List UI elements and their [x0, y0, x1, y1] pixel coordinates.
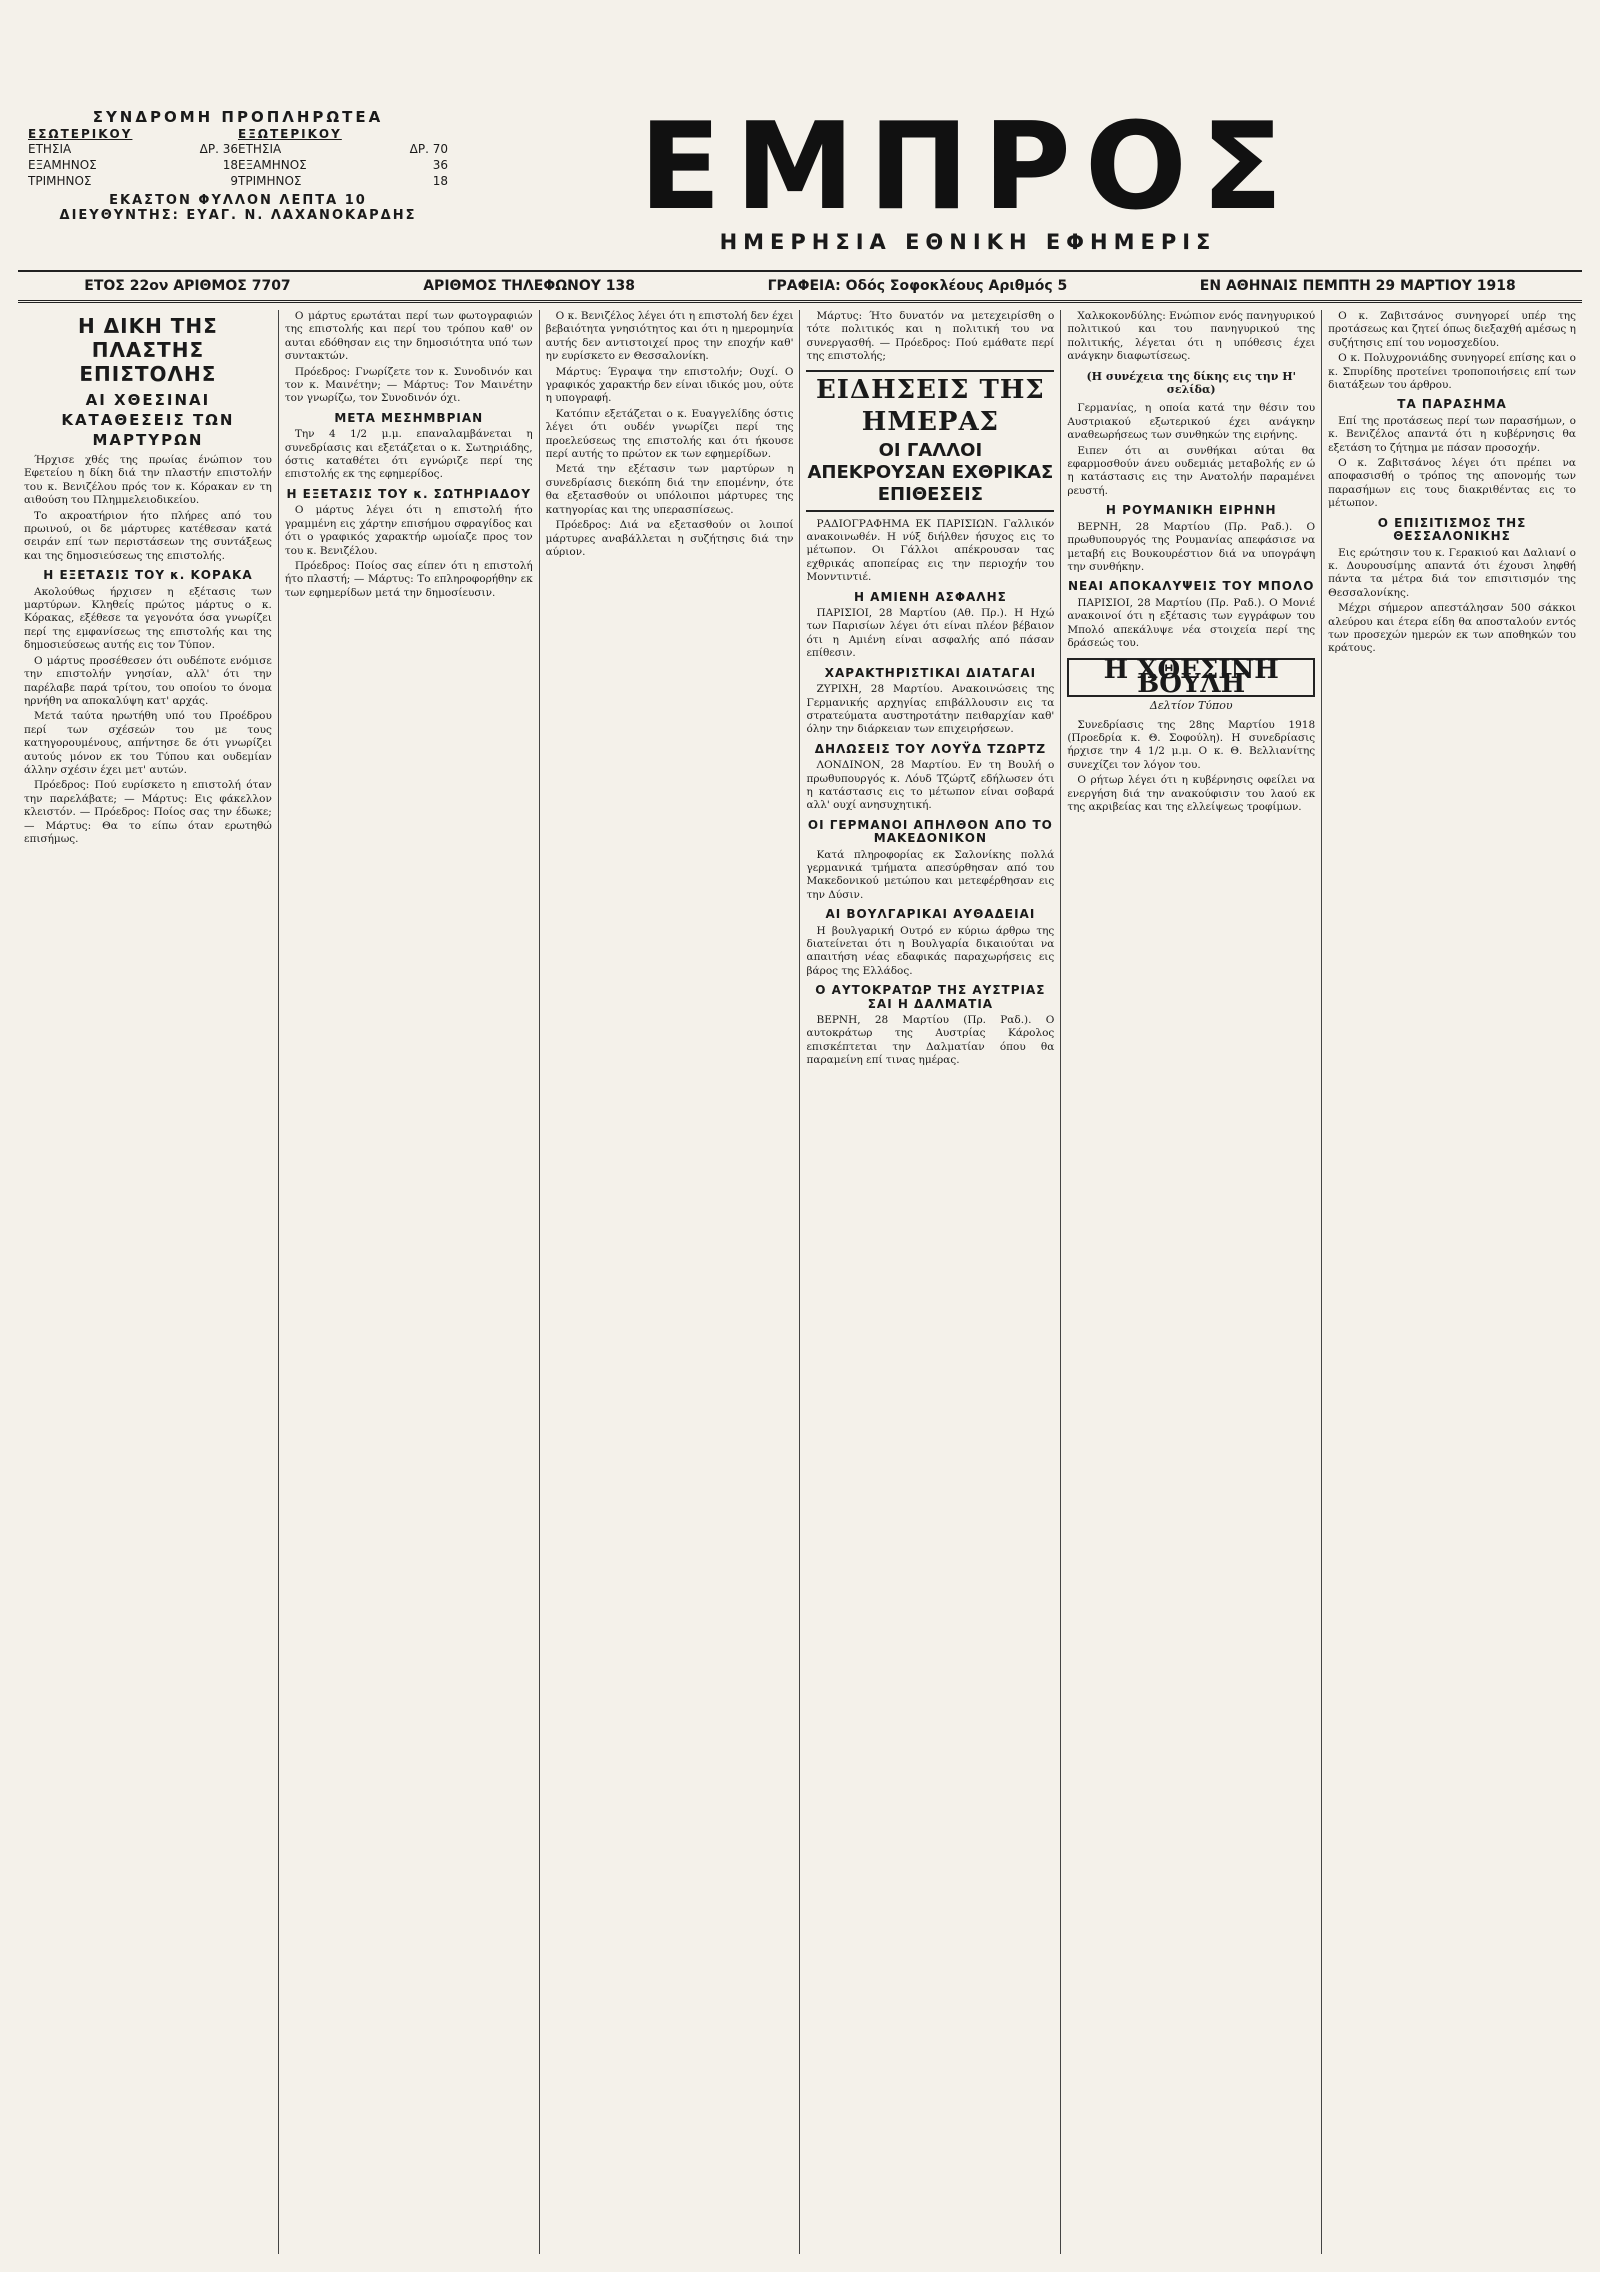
main-headline: Η ΔΙΚΗ ΤΗΣ ΠΛΑΣΤΗΣ ΕΠΙΣΤΟΛΗΣ [77, 314, 218, 386]
newspaper-tagline: ΗΜΕΡΗΣΙΑ ΕΘΝΙΚΗ ΕΦΗΜΕΡΙΣ [719, 230, 1217, 254]
foreign-label: ΤΡΙΜΗΝΟΣ [238, 174, 302, 189]
paragraph: Μέχρι σήμερον απεστάλησαν 500 σάκκοι αλεύρου και έτερα είδη θα αποσταλούν εντός των προσεχών ημερών εκ των αποθηκών του κράτους. [1328, 602, 1576, 655]
paragraph: Κατά πληροφορίας εκ Σαλονίκης πολλά γερμανικά τμήματα απεσύρθησαν από του Μακεδονικού μετώπου και μετεφέρθησαν εις την Δύσιν. [806, 848, 1055, 901]
section-heading: Ο ΕΠΙΣΙΤΙΣΜΟΣ ΤΗΣ ΘΕΣΣΑΛΟΝΙΚΗΣ [1377, 515, 1527, 544]
paragraph: Ο μάρτυς προσέθεσεν ότι ουδέποτε ενόμισε την επιστολήν γνησίαν, αλλ' ότι την παρέλαβε παρά τρίτου, του οποίου το όνομα ηρνήθη να αποκαλύψη κατ' αρχάς. [24, 654, 272, 707]
paragraph: Ο μάρτυς λέγει ότι η επιστολή ήτο γραμμένη εις χάρτην επισήμου σφραγίδος και ότι ο γραφικός χαρακτήρ ωμοίαζε προς τον του κ. Βενιζέλου. [284, 504, 533, 557]
director: ΔΙΕΥΘΥΝΤΗΣ: ΕΥΑΓ. Ν. ΛΑΧΑΝΟΚΑΡΔΗΣ [59, 208, 417, 224]
masthead [18, 18, 1582, 260]
paragraph: Ο κ. Πολυχρονιάδης συνηγορεί επίσης και ο κ. Σπυρίδης προτείνει τροποποιήσεις επί των διατάξεων του άρθρου. [1328, 352, 1576, 392]
foreign-label: ΕΤΗΣΙΑ [238, 142, 282, 157]
paragraph: Πρόεδρος: Πού ευρίσκετο η επιστολή όταν την παρελάβατε; — Μάρτυς: Εις φάκελλον κλειστόν. — Πρόεδρος: Ποίος σας την έδωκε; — Μάρτυς: Θα το είπω όταν ερωτηθώ επισήμως. [24, 779, 272, 845]
paragraph: Συνεδρίασις της 28ης Μαρτίου 1918 (Προεδρία κ. Θ. Σοφούλη). Η συνεδρίασις ήρχισε την 4 1/2 μ.μ. Ο κ. Θ. Βελλιανίτης συνεχίζει τον λόγον του. [1067, 718, 1316, 771]
domestic-title: ΕΣΩΤΕΡΙΚΟΥ [28, 128, 133, 141]
column-2 [279, 310, 540, 2254]
paragraph: Ο κ. Βενιζέλος λέγει ότι η επιστολή δεν έχει βεβαιότητα γνησιότητος και ότι η ημερομηνία αυτής δεν αντιστοιχεί προς την εποχήν καθ' ην ευρίσκετο εν Θεσσαλονίκη. [545, 310, 794, 363]
newspaper-logo [618, 98, 1318, 254]
subscription-title: ΣΥΝΔΡΟΜΗ ΠΡΟΠΛΗΡΩΤΕΑ [92, 108, 384, 126]
paragraph: Ειπεν ότι αι συνθήκαι αύται θα εφαρμοσθούν άνευ ουδεμιάς μεταβολής εν ώ η κατάστασις εις την Ανατολήν παραμένει ρευστή. [1067, 444, 1316, 497]
paragraph: ΖΥΡΙΧΗ, 28 Μαρτίου. Ανακοινώσεις της Γερμανικής αρχηγίας επιβάλλουσιν εις τα στρατεύματα αυστηροτάτην πειθαρχίαν καθ' όλην την διάρκειαν των επιχειρήσεων. [806, 683, 1055, 736]
section-heading: ΝΕΑΙ ΑΠΟΚΑΛΥΨΕΙΣ ΤΟΥ ΜΠΟΛΟ [1068, 579, 1315, 594]
news-of-the-day-title: ΕΙΔΗΣΕΙΣ ΤΗΣ ΗΜΕΡΑΣ [806, 370, 1054, 438]
parliament-box-title: Η ΧΘΕΣΙΝΗ ΒΟΥΛΗ [1067, 658, 1315, 697]
paragraph: Επί της προτάσεως περί των παρασήμων, ο κ. Βενιζέλος απαντά ότι η κυβέρνησις θα εξετάση το ζήτημα με πάσαν προσοχήν. [1328, 414, 1576, 454]
newspaper-page [18, 18, 1582, 2254]
paragraph: Μάρτυς: Ήτο δυνατόν να μετεχειρίσθη ο τότε πολιτικός και η πολιτική του να συνεργασθή. — Πρόεδρος: Πού εμάθατε περί της επιστολής; [806, 310, 1055, 363]
main-subheadline: ΑΙ ΧΘΕΣΙΝΑΙ ΚΑΤΑΘΕΣΕΙΣ ΤΩΝ ΜΑΡΤΥΡΩΝ [61, 391, 235, 449]
domestic-label: ΤΡΙΜΗΝΟΣ [28, 174, 92, 189]
newspaper-name: ΕΜΠΡΟΣ [639, 98, 1297, 237]
column-5 [1061, 310, 1322, 2254]
paragraph: Πρόεδρος: Ποίος σας είπεν ότι η επιστολή ήτο πλαστή; — Μάρτυς: Το επληροφορήθην εκ των εφημερίδων μετά την δημοσίευσιν. [284, 559, 533, 599]
section-heading: Η ΑΜΙΕΝΗ ΑΣΦΑΛΗΣ [853, 589, 1007, 604]
parliament-box-subtitle: Δελτίον Τύπου [1149, 699, 1233, 713]
section-heading: ΜΕΤΑ ΜΕΣΗΜΒΡΙΑΝ [334, 410, 484, 425]
domestic-price: 9 [230, 174, 238, 189]
foreign-price: 36 [432, 158, 448, 173]
foreign-price: 18 [432, 174, 448, 189]
issue-date: ΕΝ ΑΘΗΝΑΙΣ ΠΕΜΠΤΗ 29 ΜΑΡΤΙΟΥ 1918 [1199, 278, 1516, 294]
section-heading: ΔΗΛΩΣΕΙΣ ΤΟΥ ΛΟΥΫΔ ΤΖΩΡΤΖ [814, 741, 1047, 756]
paragraph: Η βουλγαρική Ουτρό εν κύριω άρθρω της διατείνεται ότι η Βουλγαρία δικαιούται να απαιτήση νέας εδαφικάς παραχωρήσεις εις βάρος της Ελλάδος. [806, 924, 1055, 977]
issue-price: ΕΚΑΣΤΟΝ ΦΥΛΛΟΝ ΛΕΠΤΑ 10 [109, 193, 367, 209]
domestic-label: ΕΤΗΣΙΑ [28, 142, 72, 157]
paragraph: Μάρτυς: Έγραψα την επιστολήν; Ουχί. Ο γραφικός χαρακτήρ δεν είναι ιδικός μου, ούτε η υπογραφή. [545, 365, 794, 405]
paragraph: Πρόεδρος: Διά να εξετασθούν οι λοιποί μάρτυρες αναβάλλεται η συζήτησις διά την αύριον. [545, 519, 794, 558]
news-headline: ΟΙ ΓΑΛΛΟΙ ΑΠΕΚΡΟΥΣΑΝ ΕΧΘΡΙΚΑΣ ΕΠΙΘΕΣΕΙΣ [806, 440, 1054, 512]
column-6 [1322, 310, 1582, 2254]
phone-number: ΑΡΙΘΜΟΣ ΤΗΛΕΦΩΝΟΥ 138 [423, 278, 636, 294]
paragraph: ΛΟΝΔΙΝΟΝ, 28 Μαρτίου. Εν τη Βουλή ο πρωθυπουργός κ. Λόυδ Τζώρτζ εδήλωσεν ότι η κατάστασις εις το μέτωπον είναι σοβαρά αλλ' ουχί ανησυχητική. [806, 759, 1055, 812]
section-heading: ΑΙ ΒΟΥΛΓΑΡΙΚΑΙ ΑΥΘΑΔΕΙΑΙ [825, 907, 1036, 922]
section-heading: ΧΑΡΑΚΤΗΡΙΣΤΙΚΑΙ ΔΙΑΤΑΓΑΙ [824, 665, 1037, 680]
paragraph: Ακολούθως ήρχισεν η εξέτασις των μαρτύρων. Κληθείς πρώτος μάρτυς ο κ. Κόρακας, εξέθεσε τα γεγονότα όσα γνωρίζει περί της εμφανίσεως της επιστολής και της δημοσιεύσεως αυτής εις τον Τύπον. [24, 585, 272, 652]
foreign-label: ΕΞΑΜΗΝΟΣ [238, 158, 307, 173]
foreign-prices [238, 128, 448, 189]
paragraph: Ήρχισε χθές της πρωίας ένώπιον του Εφετείου η δίκη διά την πλαστήν επιστολήν του κ. Βενιζέλου πρός τον κ. Κόρακαν εν τη αιθούση του Πλημμελειοδικείου. [24, 454, 272, 507]
domestic-price: 18 [222, 158, 238, 173]
paragraph: ΡΑΔΙΟΓΡΑΦΗΜΑ ΕΚ ΠΑΡΙΣΙΩΝ. Γαλλικόν ανακοινωθέν. Η νύξ διήλθεν ήσυχος εις το μέτωπον. Οι Γάλλοι απέκρουσαν τας εχθρικάς αποπείρας εις την περιοχήν του Μονντιντιέ. [806, 517, 1055, 584]
paragraph: Μετά την εξέτασιν των μαρτύρων η συνεδρίασις διεκόπη διά την επομένην, ότε θα εξετασθούν οι υπόλοιποι μάρτυρες της κατηγορίας και της υπερασπίσεως. [545, 463, 794, 516]
paragraph: Χαλκοκονδύλης: Ενώπιον ενός πανηγυρικού πολιτικού και του πανηγυρικού της πολιτικής, λέγεται ότι η υπόθεσις έχει ανάγκην διαφωτίσεως. [1067, 310, 1316, 363]
paragraph: Μετά ταύτα ηρωτήθη υπό του Προέδρου περί των σχέσεών του με τους κατηγορουμένους, απήντησε δε ότι γνωρίζει αυτούς μόνον εκ του Τύπου και ουδεμίαν άλλην σχέσιν έχει μετ' αυτών. [24, 710, 272, 776]
paragraph: Ο κ. Ζαβιτσάνος λέγει ότι πρέπει να αποφασισθή ο τρόπος της απονομής των παρασήμων εις τους διακριθέντας εις το μέτωπον. [1328, 457, 1576, 510]
paragraph: ΠΑΡΙΣΙΟΙ, 28 Μαρτίου (Αθ. Πρ.). Η Ηχώ των Παρισίων λέγει ότι είναι πλέον βέβαιον ότι η Αμιένη είναι ασφαλής από πάσαν επίθεσιν. [806, 607, 1055, 660]
issue-info-bar [18, 270, 1582, 303]
paragraph: Ο κ. Ζαβιτσάνος συνηγορεί υπέρ της προτάσεως και ζητεί όπως διεξαχθή αμέσως η συζήτησις επί του νομοσχεδίου. [1328, 310, 1576, 349]
section-heading: Ο ΑΥΤΟΚΡΑΤΩΡ ΤΗΣ ΑΥΣΤΡΙΑΣ ΣΑΙ Η ΔΑΛΜΑΤΙΑ [815, 983, 1046, 1011]
paragraph: Εις ερώτησιν του κ. Γερακιού και Δαλιανί ο κ. Δουρουσίμης απαντά ότι έχουσι ληφθή πάντα τα μέτρα διά τον επισιτισμόν της Θεσσαλονίκης. [1328, 546, 1576, 599]
domestic-price: ΔΡ. 36 [199, 142, 238, 157]
domestic-prices [28, 128, 238, 189]
paragraph: Κατόπιν εξετάζεται ο κ. Ευαγγελίδης όστις λέγει ότι ουδέν γνωρίζει περί της προελεύσεως της επιστολής και ότι ήκουσε περί αυτής το πρώτον εκ των εφημερίδων. [545, 407, 794, 461]
column-3 [540, 310, 801, 2254]
paragraph: Την 4 1/2 μ.μ. επαναλαμβάνεται η συνεδρίασις και εξετάζεται ο κ. Σωτηριάδης, όστις καταθέτει ότι εγνώριζε περί της επιστολής εκ της εφημερίδος. [284, 428, 533, 481]
paragraph: Γερμανίας, η οποία κατά την θέσιν του Αυστριακού εξωτερικού έχει ανάγκην αναθεωρήσεως των συνθηκών της ειρήνης. [1067, 402, 1316, 442]
continuation-note: (Η συνέχεια της δίκης εις την Η' σελίδα) [1086, 369, 1296, 397]
paragraph: ΒΕΡΝΗ, 28 Μαρτίου (Πρ. Ραδ.). Ο αυτοκράτωρ της Αυστρίας Κάρολος επισκέπτεται την Δαλματίαν όπου θα παραμείνη επί τινας ημέρας. [806, 1014, 1055, 1067]
section-heading: Η ΕΞΕΤΑΣΙΣ ΤΟΥ κ. ΣΩΤΗΡΙΑΔΟΥ [286, 486, 532, 501]
section-heading: ΤΑ ΠΑΡΑΣΗΜΑ [1397, 397, 1507, 412]
subscription-box [28, 108, 448, 223]
foreign-title: ΕΞΩΤΕΡΙΚΟΥ [238, 128, 342, 141]
column-4 [800, 310, 1061, 2254]
section-heading: Η ΕΞΕΤΑΣΙΣ ΤΟΥ κ. ΚΟΡΑΚΑ [43, 568, 253, 583]
section-heading: ΟΙ ΓΕΡΜΑΝΟΙ ΑΠΗΛΘΟΝ ΑΠΟ ΤΟ ΜΑΚΕΔΟΝΙΚΟΝ [807, 817, 1053, 846]
paragraph: Το ακροατήριον ήτο πλήρες από του πρωινού, οι δε μάρτυρες κατέθεσαν κατά σειράν επί των περιστάσεων της συντάξεως και της δημοσιεύσεως της επιστολής. [24, 509, 272, 562]
section-heading: Η ΡΟΥΜΑΝΙΚΗ ΕΙΡΗΝΗ [1105, 503, 1277, 518]
foreign-price: ΔΡ. 70 [409, 142, 448, 157]
office-address: ΓΡΑΦΕΙΑ: Οδός Σοφοκλέους Αριθμός 5 [767, 278, 1068, 294]
paragraph: Ο μάρτυς ερωτάται περί των φωτογραφιών της επιστολής και περί του τρόπου καθ' ον αυται εδόθησαν εις την δημοσιότητα υπό των συντακτών. [284, 310, 533, 363]
paragraph: Πρόεδρος: Γνωρίζετε τον κ. Συνοδινόν και τον κ. Μαινέτην; — Μάρτυς: Τον Μαινέτην τον γνωρίζω, τον Συνοδινόν όχι. [284, 365, 533, 405]
column-1 [18, 310, 279, 2254]
article-columns [18, 310, 1582, 2254]
paragraph: Ο ρήτωρ λέγει ότι η κυβέρνησις οφείλει να ενεργήση διά την ανακούφισιν του λαού εκ της ακριβείας και της ελλείψεως τροφίμων. [1067, 774, 1316, 813]
paragraph: ΒΕΡΝΗ, 28 Μαρτίου (Πρ. Ραδ.). Ο πρωθυπουργός της Ρουμανίας απεφάσισε να μεταβή εις Βουκουρέστιον διά να υπογράψη την συνθήκην. [1067, 520, 1316, 573]
paragraph: ΠΑΡΙΣΙΟΙ, 28 Μαρτίου (Πρ. Ραδ.). Ο Μονιέ ανακοινοί ότι η εξέτασις των εγγράφων του Μπολό απεκάλυψε νέα στοιχεία περί της δράσεώς του. [1067, 596, 1316, 649]
domestic-label: ΕΞΑΜΗΝΟΣ [28, 158, 97, 173]
year-issue: ΕΤΟΣ 22ον ΑΡΙΘΜΟΣ 7707 [84, 278, 291, 294]
